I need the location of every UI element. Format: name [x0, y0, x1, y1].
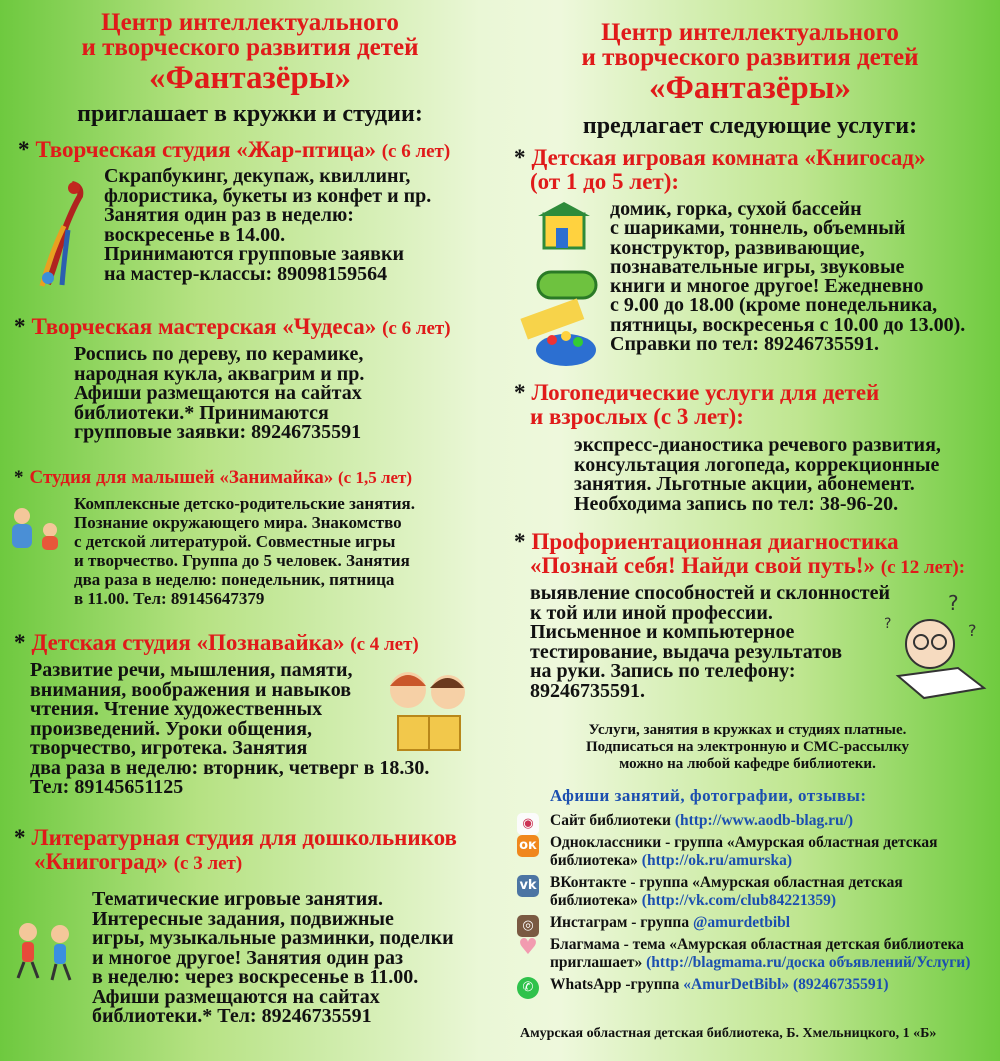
text-line: Справки по тел: 89246735591.: [610, 333, 880, 356]
link-site[interactable]: [515, 812, 985, 830]
children-icon: [6, 506, 70, 552]
text-line: чтения. Чтение художественных: [30, 698, 323, 720]
link-instagram[interactable]: [515, 914, 985, 932]
text-line: Комплексные детско-родительские занятия.: [74, 494, 416, 513]
text-line: тестирование, выдача результатов: [530, 640, 843, 663]
text-line: с 9.00 до 18.00 (кроме понедельника,: [610, 294, 938, 317]
instagram-icon: ◎: [517, 915, 539, 937]
odnoklassniki-icon: ок: [517, 835, 539, 857]
whatsapp-icon: ✆: [517, 977, 539, 999]
section-title: «Познай себя! Найди свой путь!»: [530, 553, 875, 578]
section-title: и взрослых (с 3 лет):: [530, 404, 744, 429]
section-title: Детская студия «Познавайка»: [31, 630, 345, 655]
text-line: с шариками, тоннель, объемный: [610, 217, 906, 240]
section-age: (с 6 лет): [381, 141, 451, 162]
section-zanimaika: * Студия для малышей «Занимайка» (с 1,5 лет) Комплексные детско-родительские занятия. Познание окружающего мира. Знакомство с детской литературой. Совместные игры и творчество. Группа до 5 человек. Занятия два раза в неделю: понедельник, пятница в 11.00. Тел: 89145647379: [14, 466, 500, 608]
footer-address: Амурская областная детская библиотека, Б. Хмельницкого, 1 «Б»: [520, 1026, 937, 1041]
text-line: Необходима запись по тел: 38-96-20.: [574, 492, 899, 515]
link-whatsapp[interactable]: [515, 976, 985, 994]
link-url[interactable]: (http://blagmama.ru/доска объявлений/Услуги): [646, 954, 971, 971]
header-brand: «Фантазёры»: [149, 60, 351, 96]
header-line: Центр интеллектуального: [601, 19, 899, 46]
text-line: два раза в неделю: понедельник, пятница: [74, 570, 395, 589]
section-proforientation: * Профориентационная диагностика «Познай себя! Найди свой путь!» (с 12 лет): выявление способностей и склонностей к той или иной профессии. Письменное и компьютерное тестирование, выдача результатов на руки. Запись по телефону: 89246735591.: [514, 530, 994, 701]
section-poznavaika: * Детская студия «Познавайка» (с 4 лет) Развитие речи, мышления, памяти, внимания, воображения и навыков чтения. Чтение художественных произведений. Уроки общения, творчество, игротека. Занятия два раза в неделю: вторник, четверг в 18.30. Тел: 89145651125: [14, 631, 500, 798]
text-line: Скрапбукинг, декупаж, квиллинг,: [104, 165, 411, 187]
text-line: два раза в неделю: вторник, четверг в 18.30.: [30, 756, 430, 779]
link-label: WhatsApp -группа: [550, 976, 684, 993]
text-line: творчество, игротека. Занятия: [30, 737, 308, 759]
text-line: произведений. Уроки общения,: [30, 717, 313, 740]
text-line: Письменное и компьютерное: [530, 621, 795, 643]
links-heading: Афиши занятий, фотографии, отзывы:: [550, 786, 867, 805]
section-title: Творческая студия «Жар-птица»: [35, 137, 376, 162]
playroom-toys-icon: [516, 200, 606, 370]
header-line: и творческого развития детей: [81, 34, 419, 61]
text-line: народная кукла, аквагрим и пр.: [74, 362, 365, 385]
right-header: [500, 20, 1000, 106]
text-line: книги и многое другое! Ежедневно: [610, 275, 924, 298]
text-line: 89246735591.: [530, 679, 645, 702]
text-line: можно на любой кафедре библиотеки.: [619, 756, 876, 772]
text-line: пятницы, воскресенья с 10.00 до 13.00).: [610, 313, 966, 336]
firebird-icon: [34, 178, 94, 293]
section-age: (с 12 лет):: [880, 557, 966, 578]
text-line: консультация логопеда, коррекционные: [574, 453, 940, 476]
section-age: (с 6 лет): [382, 318, 451, 339]
text-line: конструктор, развивающие,: [610, 236, 865, 259]
link-ok[interactable]: [515, 834, 985, 870]
link-url[interactable]: @amurdetbibl: [693, 914, 791, 931]
section-title: Логопедические услуги для детей: [531, 380, 880, 405]
svg-text:?: ?: [884, 616, 892, 632]
text-line: и многое другое! Занятия один раз: [92, 946, 404, 969]
section-logoped: * Логопедические услуги для детей и взрослых (с 3 лет): экспресс-дианостика речевого развития, консультация логопеда, коррекционные занятия. Льготные акции, абонемент. Необходима запись по тел: 38-96-20.: [514, 381, 994, 514]
text-line: Тел: 89145651125: [30, 776, 184, 798]
svg-text:?: ?: [948, 591, 959, 615]
link-blagmama[interactable]: [515, 936, 985, 972]
text-line: флористика, букеты из конфет и пр.: [104, 184, 432, 207]
section-title: Студия для малышей «Занимайка»: [29, 467, 334, 488]
text-line: внимания, воображения и навыков: [30, 678, 351, 701]
text-line: групповые заявки: 89246735591: [74, 421, 362, 443]
section-title: Творческая мастерская «Чудеса»: [31, 314, 377, 339]
text-line: библиотеки.* Принимаются: [74, 401, 329, 424]
text-line: занятия. Льготные акции, абонемент.: [574, 473, 915, 495]
vk-icon: vk: [517, 875, 539, 897]
section-title: «Книгоград»: [34, 849, 168, 874]
text-line: к той или иной профессии.: [530, 601, 773, 624]
link-label: Инстаграм - группа: [550, 914, 693, 931]
section-knigosad: * Детская игровая комната «Книгосад» (от 1 до 5 лет): домик, горка, сухой бассейн с шариками, тоннель, объемный конструктор, развивающие, познавательные игры, звуковые книги и многое другое! Ежедневно с 9.00 до 18.00 (кроме понедельника, пятницы, воскресенья с 10.00 до 13.00). Справки по тел: 89246735591.: [514, 146, 994, 354]
section-knigograd: * Литературная студия для дошкольников «Книгоград» (с 3 лет) Тематические игровые занятия. Интересные задания, подвижные игры, музыкальные разминки, поделки и многое другое! Занятия один раз в неделю: через воскресенье в 11.00. Афиши размещаются на сайтах библиотеки.* Тел: 89246735591: [14, 826, 500, 1027]
text-line: выявление способностей и склонностей: [530, 582, 890, 604]
text-line: Роспись по дереву, по керамике,: [74, 343, 364, 365]
text-line: Развитие речи, мышления, памяти,: [30, 659, 353, 681]
left-header: [0, 10, 500, 96]
section-title: Профориентационная диагностика: [531, 529, 899, 554]
text-line: Афиши размещаются на сайтах: [74, 382, 362, 404]
section-title: (от 1 до 5 лет):: [530, 169, 680, 194]
link-url[interactable]: «AmurDetBibl» (89246735591): [683, 976, 889, 993]
text-line: Познание окружающего мира. Знакомство: [74, 513, 402, 532]
header-line: и творческого развития детей: [581, 44, 919, 71]
text-line: Афиши размещаются на сайтах: [92, 985, 380, 1008]
link-vk[interactable]: [515, 874, 985, 910]
header-line: Центр интеллектуального: [101, 9, 399, 36]
text-line: Принимаются групповые заявки: [104, 243, 405, 265]
text-line: в 11.00. Тел: 89145647379: [74, 589, 265, 608]
text-line: Интересные задания, подвижные: [92, 907, 394, 930]
text-line: библиотеки.* Тел: 89246735591: [92, 1005, 372, 1027]
text-line: Занятия один раз в неделю:: [104, 204, 354, 226]
text-line: Тематические игровые занятия.: [92, 888, 384, 910]
owl-icon: ◉: [517, 813, 539, 835]
text-line: с детской литературой. Совместные игры: [74, 532, 396, 551]
text-line: воскресенье в 14.00.: [104, 223, 286, 246]
header-brand: «Фантазёры»: [649, 70, 851, 106]
link-label: Сайт библиотеки: [550, 812, 675, 829]
link-url[interactable]: (http://www.aodb-blag.ru/): [674, 812, 854, 829]
text-line: игры, музыкальные разминки, поделки: [92, 927, 454, 949]
text-line: на мастер-классы: 89098159564: [104, 262, 388, 285]
text-line: в неделю: через воскресенье в 11.00.: [92, 966, 419, 988]
right-subtitle: предлагает следующие услуги:: [582, 113, 918, 139]
svg-text:?: ?: [968, 621, 977, 640]
link-label: ВКонтакте - группа «Амурская областная детская библиотека»: [550, 874, 903, 909]
text-line: экспресс-дианостика речевого развития,: [574, 434, 941, 456]
section-age: (с 1,5 лет): [337, 468, 413, 487]
reading-kids-icon: [380, 668, 476, 760]
heart-icon: ♥: [518, 935, 538, 960]
text-line: и творчество. Группа до 5 человек. Занятия: [74, 551, 410, 570]
section-title: Литературная студия для дошкольников: [31, 825, 457, 850]
thinking-boy-icon: [878, 590, 988, 710]
dancing-kids-icon: [10, 920, 80, 982]
text-line: домик, горка, сухой бассейн: [610, 198, 862, 220]
link-url[interactable]: (http://ok.ru/amurska): [641, 852, 793, 869]
section-age: (с 3 лет): [173, 853, 243, 874]
section-title: Детская игровая комната «Книгосад»: [531, 145, 926, 170]
text-line: Услуги, занятия в кружках и студиях платные.: [588, 722, 907, 738]
text-line: познавательные игры, звуковые: [610, 255, 905, 278]
text-line: на руки. Запись по телефону:: [530, 660, 796, 682]
paid-services-note: [520, 722, 975, 773]
link-url[interactable]: (http://vk.com/club84221359): [641, 892, 836, 909]
links-list: [515, 812, 985, 998]
link-label: Благмама - тема «Амурская областная детская библиотека приглашает»: [550, 936, 964, 971]
text-line: Подписаться на электронную и СМС-рассылку: [585, 739, 910, 755]
section-chudesa: * Творческая мастерская «Чудеса» (с 6 лет) Роспись по дереву, по керамике, народная кукла, аквагрим и пр. Афиши размещаются на сайтах библиотеки.* Принимаются групповые заявки: 89246735591: [14, 315, 494, 443]
section-age: (с 4 лет): [350, 634, 419, 655]
section-zhar-ptitsa: * Творческая студия «Жар-птица» (с 6 лет) Скрапбукинг, декупаж, квиллинг, флористика, букеты из конфет и пр. Занятия один раз в неделю: воскресенье в 14.00. Принимаются групповые заявки на мастер-классы: 89098159564: [18, 138, 498, 284]
link-label: Одноклассники - группа «Амурская областная детская библиотека»: [550, 834, 938, 869]
left-subtitle: приглашает в кружки и студии:: [77, 101, 423, 127]
